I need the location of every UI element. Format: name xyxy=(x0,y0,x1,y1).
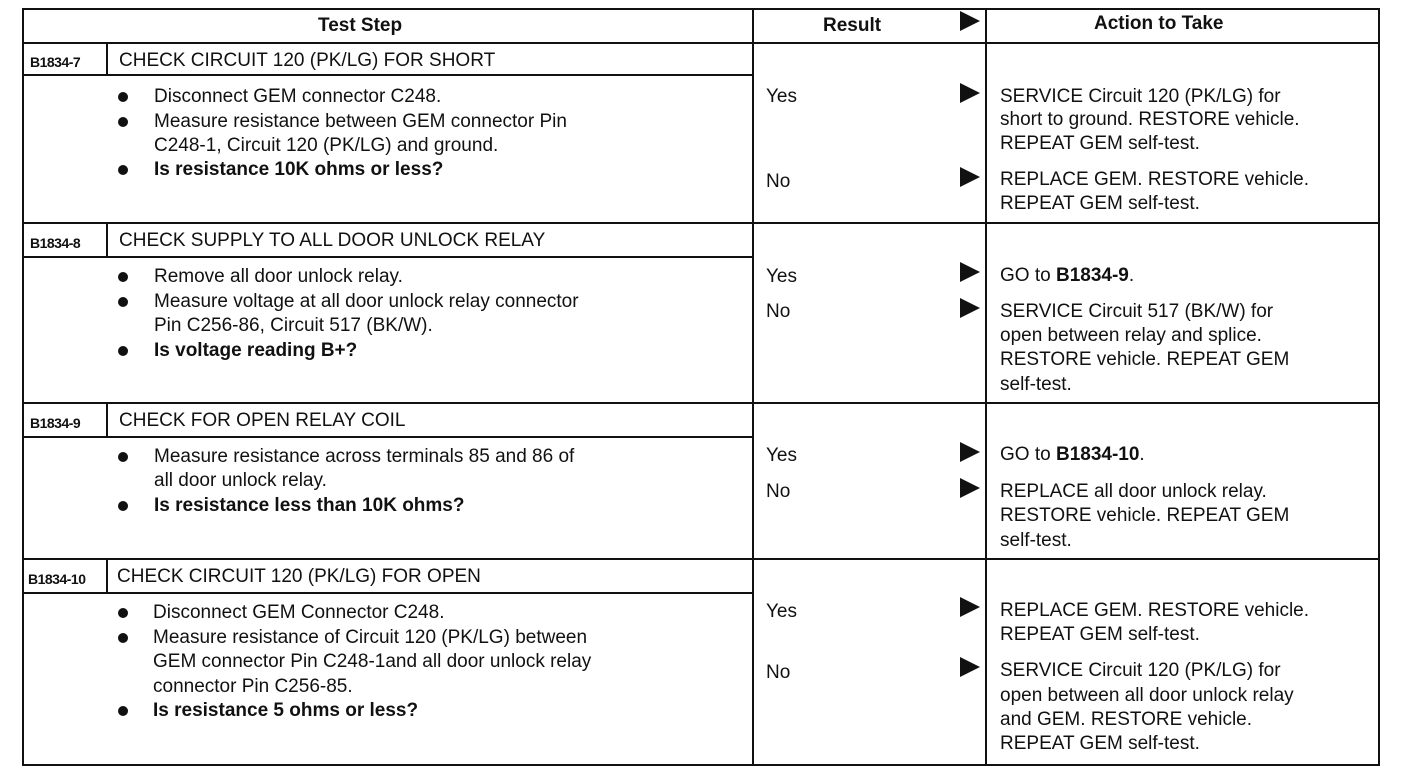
arrow-icon xyxy=(960,478,980,498)
step-line: Pin C256-86, Circuit 517 (BK/W). xyxy=(154,315,433,336)
step-code: B1834-7 xyxy=(30,54,81,70)
action-line: and GEM. RESTORE vehicle. xyxy=(1000,709,1253,730)
code-divider xyxy=(106,558,108,592)
step-line: all door unlock relay. xyxy=(154,470,327,491)
arrow-icon xyxy=(960,657,980,677)
action-line: open between relay and splice. xyxy=(1000,325,1262,346)
arrow-icon xyxy=(960,167,980,187)
arrow-icon xyxy=(960,597,980,617)
header-bottom-border xyxy=(22,42,1380,44)
bullet-icon xyxy=(118,452,128,462)
step-line: Disconnect GEM Connector C248. xyxy=(153,602,445,623)
title-underline xyxy=(22,592,752,594)
header-test-step: Test Step xyxy=(318,15,403,36)
step-line: Measure resistance between GEM connector Pin xyxy=(154,111,567,132)
action-line: REPEAT GEM self-test. xyxy=(1000,624,1200,645)
result-no: No xyxy=(766,662,791,683)
step-title: CHECK CIRCUIT 120 (PK/LG) FOR OPEN xyxy=(117,566,481,587)
result-yes: Yes xyxy=(766,445,797,466)
result-yes: Yes xyxy=(766,601,797,622)
step-separator xyxy=(22,558,1380,560)
step-line: Measure voltage at all door unlock relay connector xyxy=(154,291,579,312)
header-arrow-icon xyxy=(960,11,980,31)
table-top-border xyxy=(22,8,1380,10)
step-line: Disconnect GEM connector C248. xyxy=(154,86,442,107)
bullet-icon xyxy=(118,501,128,511)
action-line: self-test. xyxy=(1000,374,1072,395)
result-yes: Yes xyxy=(766,266,797,287)
title-underline xyxy=(22,74,752,76)
bullet-icon xyxy=(118,346,128,356)
result-no: No xyxy=(766,301,791,322)
action-line: RESTORE vehicle. REPEAT GEM xyxy=(1000,505,1290,526)
step-line: Remove all door unlock relay. xyxy=(154,266,403,287)
step-line: connector Pin C256-85. xyxy=(153,676,353,697)
step-line: C248-1, Circuit 120 (PK/LG) and ground. xyxy=(154,135,499,156)
action-line: REPLACE GEM. RESTORE vehicle. xyxy=(1000,600,1310,621)
action-text: . xyxy=(1139,444,1145,465)
table-bottom-border xyxy=(22,764,1380,766)
step-code: B1834-8 xyxy=(30,235,81,251)
title-underline xyxy=(22,436,752,438)
step-code: B1834-10 xyxy=(28,571,86,587)
step-line: GEM connector Pin C248-1and all door unlock relay xyxy=(153,651,592,672)
header-result: Result xyxy=(823,15,882,36)
header-action: Action to Take xyxy=(1094,13,1224,34)
step-line: Measure resistance across terminals 85 and 86 of xyxy=(154,446,575,467)
action-text: GO to xyxy=(1000,265,1056,286)
step-question: Is resistance less than 10K ohms? xyxy=(154,495,465,516)
title-underline xyxy=(22,256,752,258)
bullet-icon xyxy=(118,297,128,307)
code-divider xyxy=(106,402,108,436)
arrow-icon xyxy=(960,442,980,462)
bullet-icon xyxy=(118,117,128,127)
bullet-icon xyxy=(118,706,128,716)
action-line: SERVICE Circuit 120 (PK/LG) for xyxy=(1000,86,1281,107)
bullet-icon xyxy=(118,165,128,175)
action-line: open between all door unlock relay xyxy=(1000,685,1294,706)
action-line: REPEAT GEM self-test. xyxy=(1000,133,1200,154)
table-left-border xyxy=(22,8,24,766)
action-line: RESTORE vehicle. REPEAT GEM xyxy=(1000,349,1290,370)
step-question: Is resistance 10K ohms or less? xyxy=(154,159,444,180)
action-text: . xyxy=(1128,265,1135,286)
code-divider xyxy=(106,42,108,74)
result-yes: Yes xyxy=(766,86,797,107)
arrow-icon xyxy=(960,298,980,318)
goto-step-link: B1834-9 xyxy=(1055,265,1129,286)
action-line: SERVICE Circuit 517 (BK/W) for xyxy=(1000,301,1274,322)
result-no: No xyxy=(766,171,791,192)
step-title: CHECK FOR OPEN RELAY COIL xyxy=(119,410,406,431)
arrow-icon xyxy=(960,262,980,282)
action-line: REPLACE all door unlock relay. xyxy=(1000,481,1267,502)
action-line xyxy=(1000,443,1145,467)
action-line: REPEAT GEM self-test. xyxy=(1000,193,1200,214)
step-title: CHECK CIRCUIT 120 (PK/LG) FOR SHORT xyxy=(119,50,496,71)
bullet-icon xyxy=(118,272,128,282)
bullet-icon xyxy=(118,633,128,643)
step-separator xyxy=(22,402,1380,404)
goto-step-link: B1834-10 xyxy=(1055,444,1140,465)
action-line: SERVICE Circuit 120 (PK/LG) for xyxy=(1000,660,1281,681)
step-title: CHECK SUPPLY TO ALL DOOR UNLOCK RELAY xyxy=(119,230,546,251)
bullet-icon xyxy=(118,608,128,618)
action-column-divider xyxy=(985,8,987,766)
action-line: REPLACE GEM. RESTORE vehicle. xyxy=(1000,169,1310,190)
result-column-divider xyxy=(752,8,754,766)
code-divider xyxy=(106,222,108,256)
action-line: self-test. xyxy=(1000,530,1072,551)
action-line: short to ground. RESTORE vehicle. xyxy=(1000,109,1300,130)
step-question: Is resistance 5 ohms or less? xyxy=(153,700,419,721)
step-separator xyxy=(22,222,1380,224)
action-line: REPEAT GEM self-test. xyxy=(1000,733,1200,754)
table-right-border xyxy=(1378,8,1380,766)
step-question: Is voltage reading B+? xyxy=(154,340,358,361)
step-code: B1834-9 xyxy=(30,415,81,431)
action-line xyxy=(1000,264,1134,288)
action-text: GO to xyxy=(1000,444,1056,465)
step-line: Measure resistance of Circuit 120 (PK/LG) between xyxy=(153,627,588,648)
arrow-icon xyxy=(960,83,980,103)
bullet-icon xyxy=(118,92,128,102)
result-no: No xyxy=(766,481,791,502)
